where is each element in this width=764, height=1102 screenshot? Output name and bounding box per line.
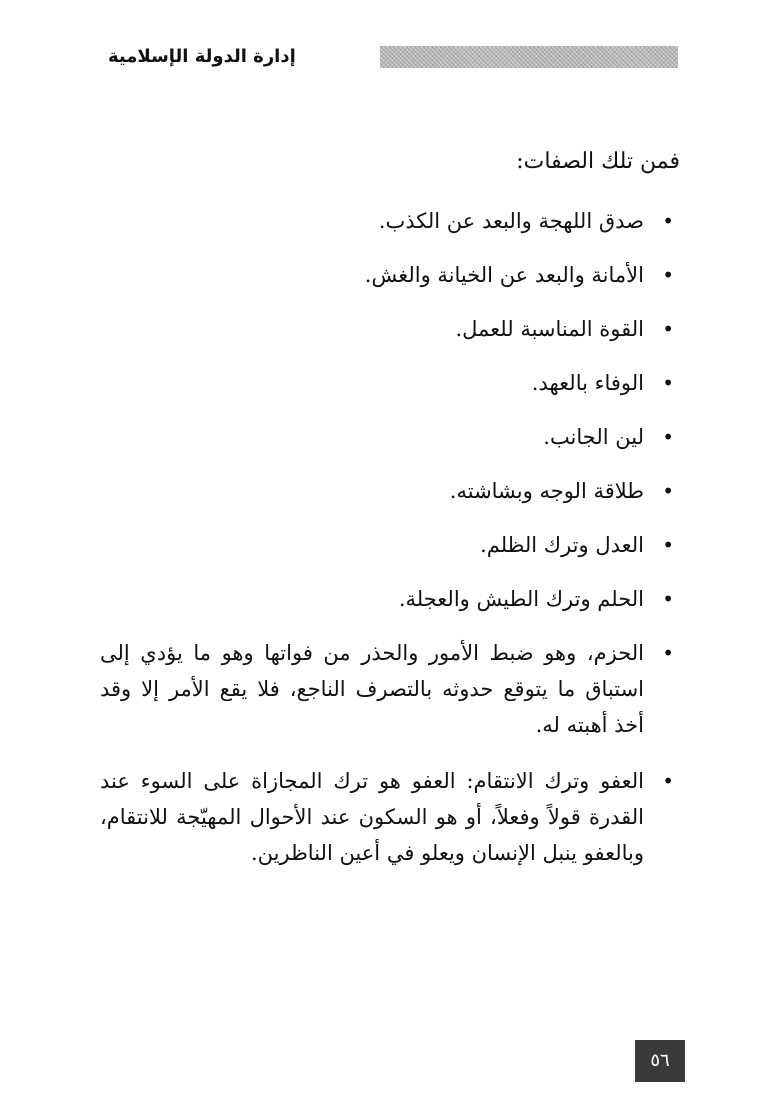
list-item	[100, 410, 680, 464]
bullet-icon: •	[662, 533, 674, 557]
list-item-text: العفو وترك الانتقام: العفو هو ترك المجازاة على السوء عند القدرة قولاً وفعلاً، أو هو السكون عند الأحوال المهيّجة للانتقام، وبالعفو ينبل الإنسان ويعلو في أعين الناظرين.	[100, 769, 644, 865]
page-content	[100, 140, 680, 882]
list-item	[100, 194, 680, 248]
list-item-text: الأمانة والبعد عن الخيانة والغش.	[364, 263, 644, 287]
list-item	[100, 464, 680, 518]
list-item-text: الوفاء بالعهد.	[531, 371, 644, 395]
list-item-text: طلاقة الوجه وبشاشته.	[449, 479, 644, 503]
list-item-text: القوة المناسبة للعمل.	[455, 317, 644, 341]
list-item	[100, 302, 680, 356]
list-item-text: العدل وترك الظلم.	[480, 533, 644, 557]
bullet-icon: •	[662, 479, 674, 503]
list-item	[100, 572, 680, 626]
bullet-icon: •	[662, 317, 674, 341]
header-decorative-band	[380, 46, 678, 68]
bullet-icon: •	[662, 425, 674, 449]
list-item-text: الحلم وترك الطيش والعجلة.	[398, 587, 644, 611]
list-item	[100, 518, 680, 572]
bullet-icon: •	[662, 209, 674, 233]
list-item	[100, 754, 680, 882]
list-item-text: لين الجانب.	[543, 425, 644, 449]
list-item	[100, 626, 680, 754]
list-item	[100, 248, 680, 302]
page-number: ٥٦	[635, 1040, 685, 1082]
bullet-icon: •	[662, 641, 674, 665]
list-item	[100, 356, 680, 410]
list-item-text: الحزم، وهو ضبط الأمور والحذر من فواتها وهو ما يؤدي إلى استباق ما يتوقع حدوثه بالتصرف الناجع، فلا يقع الأمر إلا وقد أخذ أهبته له.	[100, 641, 644, 737]
running-header	[100, 44, 678, 74]
list-item-text: صدق اللهجة والبعد عن الكذب.	[378, 209, 644, 233]
intro-text: فمن تلك الصفات:	[516, 149, 680, 174]
qualities-list	[100, 194, 680, 882]
bullet-icon: •	[662, 587, 674, 611]
header-title: إدارة الدولة الإسلامية	[108, 46, 296, 67]
bullet-icon: •	[662, 371, 674, 395]
bullet-icon: •	[662, 769, 674, 793]
bullet-icon: •	[662, 263, 674, 287]
